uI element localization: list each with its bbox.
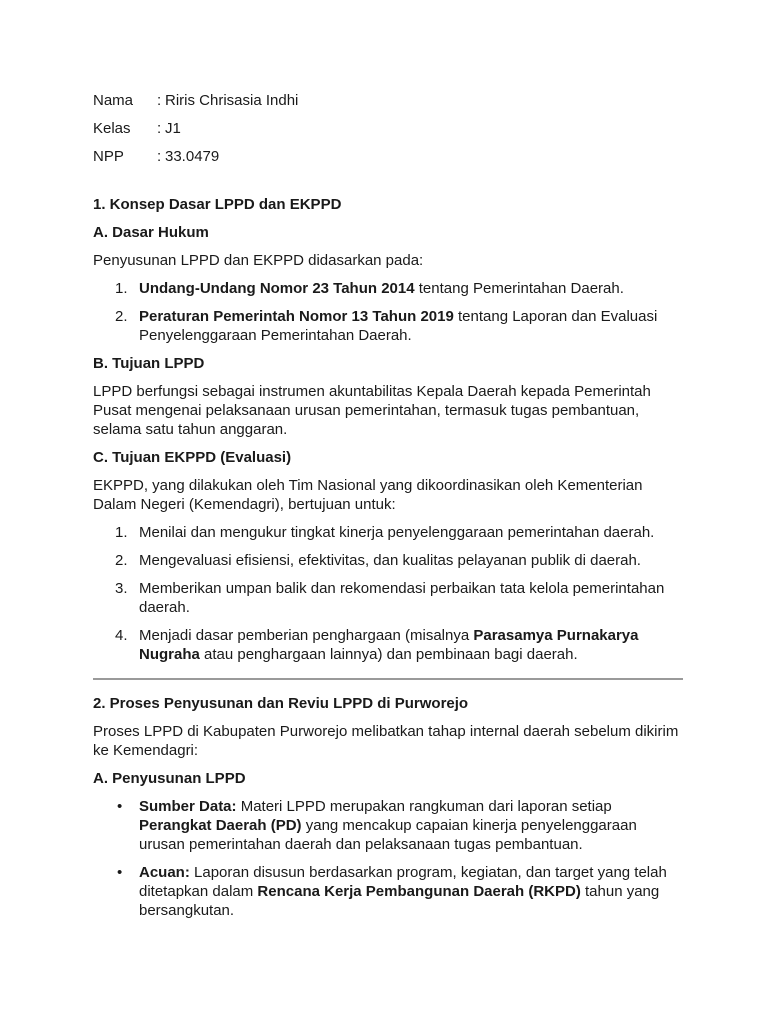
list-item — [93, 863, 683, 920]
bullet-text: Materi LPPD merupakan rangkuman dari laporan setiap — [236, 798, 612, 815]
identity-separator: : — [157, 119, 162, 137]
list-item — [93, 307, 683, 345]
section-2-intro: Proses LPPD di Kabupaten Purworejo melibatkan tahap internal daerah sebelum dikirim ke Kemendagri: — [93, 723, 679, 759]
section-1a-heading: A. Dasar Hukum — [93, 224, 209, 241]
bullet-text: Laporan disusun berdasarkan program, kegiatan, dan target yang telah ditetapkan dalam — [139, 864, 667, 900]
identity-block — [93, 86, 683, 170]
identity-row-nama — [93, 86, 683, 114]
legal-basis-list — [93, 279, 683, 345]
document-page — [93, 86, 683, 929]
list-text: Memberikan umpan balik dan rekomendasi perbaikan tata kelola pemerintahan daerah. — [139, 580, 665, 616]
identity-row-npp — [93, 142, 683, 170]
list-item — [93, 523, 683, 542]
law-description: tentang Pemerintahan Daerah. — [414, 280, 624, 297]
bullet-marker: • — [117, 864, 123, 881]
section-1a-intro: Penyusunan LPPD dan EKPPD didasarkan pada: — [93, 252, 424, 269]
list-text: Mengevaluasi efisiensi, efektivitas, dan kualitas pelayanan publik di daerah. — [139, 552, 641, 569]
bullet-marker: • — [117, 798, 123, 815]
law-title: Peraturan Pemerintah Nomor 13 Tahun 2019 — [139, 308, 454, 325]
section-2a-heading: A. Penyusunan LPPD — [93, 770, 246, 787]
section-2-title: 2. Proses Penyusunan dan Reviu LPPD di Purworejo — [93, 695, 469, 712]
identity-label: Kelas — [93, 119, 131, 137]
identity-separator: : — [157, 91, 162, 109]
identity-value: J1 — [165, 119, 181, 137]
list-number: 2. — [115, 308, 128, 325]
list-number: 1. — [115, 280, 128, 297]
list-text-rest: atau penghargaan lainnya) dan pembinaan bagi daerah. — [199, 646, 578, 663]
section-1b-heading: B. Tujuan LPPD — [93, 355, 205, 372]
bullet-label: Acuan: — [139, 864, 190, 881]
list-text: Menjadi dasar pemberian penghargaan (misalnya — [139, 627, 474, 644]
section-1c-intro: EKPPD, yang dilakukan oleh Tim Nasional yang dikoordinasikan oleh Kementerian Dalam Negeri (Kemendagri), bertujuan untuk: — [93, 477, 643, 513]
identity-value: Riris Chrisasia Indhi — [165, 91, 299, 109]
identity-label: Nama — [93, 91, 134, 109]
evaluation-goals-list — [93, 523, 683, 664]
list-item — [93, 797, 683, 854]
list-item — [93, 279, 683, 298]
list-item — [93, 626, 683, 664]
list-number: 4. — [115, 627, 128, 644]
bullet-bold-term: Perangkat Daerah (PD) — [139, 817, 302, 834]
identity-separator: : — [157, 147, 162, 165]
bullet-label: Sumber Data: — [139, 798, 237, 815]
award-name: Parasamya Purnakarya Nugraha — [139, 627, 639, 663]
identity-row-kelas — [93, 114, 683, 142]
section-1-title: 1. Konsep Dasar LPPD dan EKPPD — [93, 196, 342, 213]
drafting-bullets — [93, 797, 683, 920]
list-number: 2. — [115, 552, 128, 569]
identity-label: NPP — [93, 147, 124, 165]
list-item — [93, 551, 683, 570]
bullet-text-rest: yang mencakup capaian kinerja penyelenggaraan urusan pemerintahan daerah dan pelaksanaan tugas pembantuan. — [139, 817, 637, 853]
list-item — [93, 579, 683, 617]
bullet-text-rest: tahun yang bersangkutan. — [139, 883, 660, 919]
section-1c-heading: C. Tujuan EKPPD (Evaluasi) — [93, 449, 292, 466]
list-text: Menilai dan mengukur tingkat kinerja penyelenggaraan pemerintahan daerah. — [139, 524, 655, 541]
law-title: Undang-Undang Nomor 23 Tahun 2014 — [139, 280, 415, 297]
law-description: tentang Laporan dan Evaluasi Penyelenggaraan Pemerintahan Daerah. — [139, 308, 658, 344]
identity-value: 33.0479 — [165, 147, 220, 165]
list-number: 1. — [115, 524, 128, 541]
section-1b-text: LPPD berfungsi sebagai instrumen akuntabilitas Kepala Daerah kepada Pemerintah Pusat mengenai pelaksanaan urusan pemerintahan, termasuk tugas pembantuan, selama satu tahun anggaran. — [93, 383, 651, 438]
list-number: 3. — [115, 580, 128, 597]
bullet-bold-term: Rencana Kerja Pembangunan Daerah (RKPD) — [257, 883, 581, 900]
section-divider — [93, 678, 683, 680]
